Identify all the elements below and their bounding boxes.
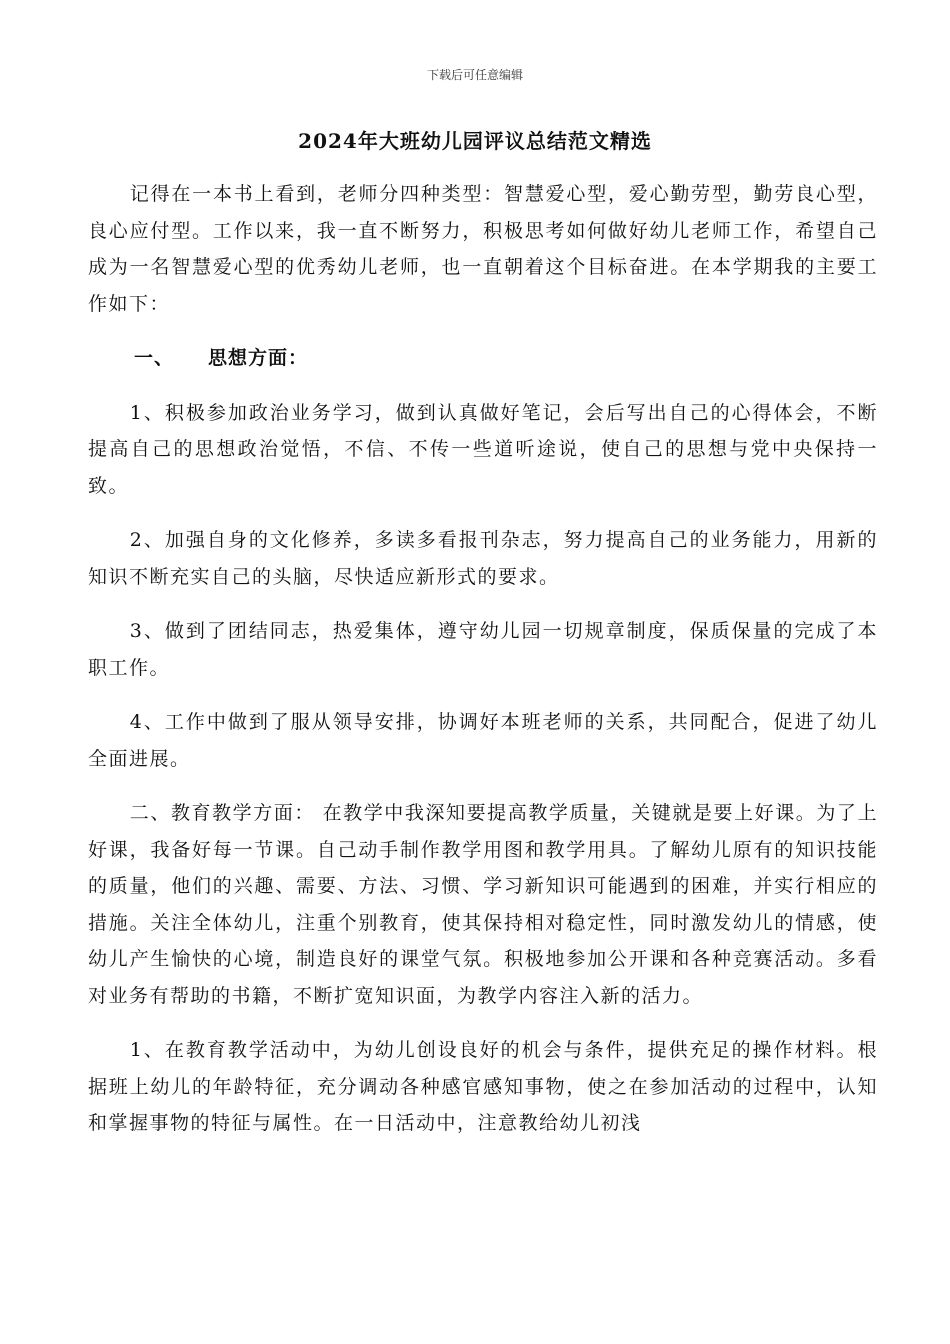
section1-number: 一、 [134, 347, 175, 369]
section1-item-2: 2、加强自身的文化修养，多读多看报刊杂志，努力提高自己的业务能力，用新的知识不断充实自己的头脑，尽快适应新形式的要求。 [88, 529, 878, 588]
section2-paragraph: 二、教育教学方面： 在教学中我深知要提高教学质量，关键就是要上好课。为了上好课，我备好每一节课。自己动手制作教学用图和教学用具。了解幼儿原有的知识技能的质量，他们的兴趣、需要、方法、习惯、学习新知识可能遇到的困难，并实行相应的措施。关注全体幼儿，注重个别教育，使其保持相对稳定性，同时激发幼儿的情感，使幼儿产生愉快的心境，制造良好的课堂气氛。积极地参加公开课和各种竞赛活动。多看对业务有帮助的书籍，不断扩宽知识面，为教学内容注入新的活力。 [88, 802, 878, 1007]
section1-item-4: 4、工作中做到了服从领导安排，协调好本班老师的关系，共同配合，促进了幼儿全面进展。 [88, 711, 878, 770]
section1-item-3: 3、做到了团结同志，热爱集体，遵守幼儿园一切规章制度，保质保量的完成了本职工作。 [88, 620, 878, 679]
section1-heading [88, 340, 878, 377]
section2-item-1: 1、在教育教学活动中，为幼儿创设良好的机会与条件，提供充足的操作材料。根据班上幼儿的年龄特征，充分调动各种感官感知事物，使之在参加活动的过程中，认知和掌握事物的特征与属性。在一日活动中，注意教给幼儿初浅 [88, 1039, 878, 1134]
intro-paragraph: 记得在一本书上看到，老师分四种类型：智慧爱心型，爱心勤劳型，勤劳良心型，良心应付型。工作以来，我一直不断努力，积极思考如何做好幼儿老师工作，希望自己成为一名智慧爱心型的优秀幼儿老师，也一直朝着这个目标奋进。在本学期我的主要工作如下： [88, 183, 878, 315]
document-body [88, 176, 878, 1160]
section1-heading-text: 思想方面： [208, 347, 309, 369]
document-title: 2024年大班幼儿园评议总结范文精选 [298, 129, 652, 153]
page-header-note: 下载后可任意编辑 [426, 68, 523, 82]
section1-item-1: 1、积极参加政治业务学习，做到认真做好笔记，会后写出自己的心得体会，不断提高自己的思想政治觉悟，不信、不传一些道听途说，使自己的思想与党中央保持一致。 [88, 401, 878, 497]
